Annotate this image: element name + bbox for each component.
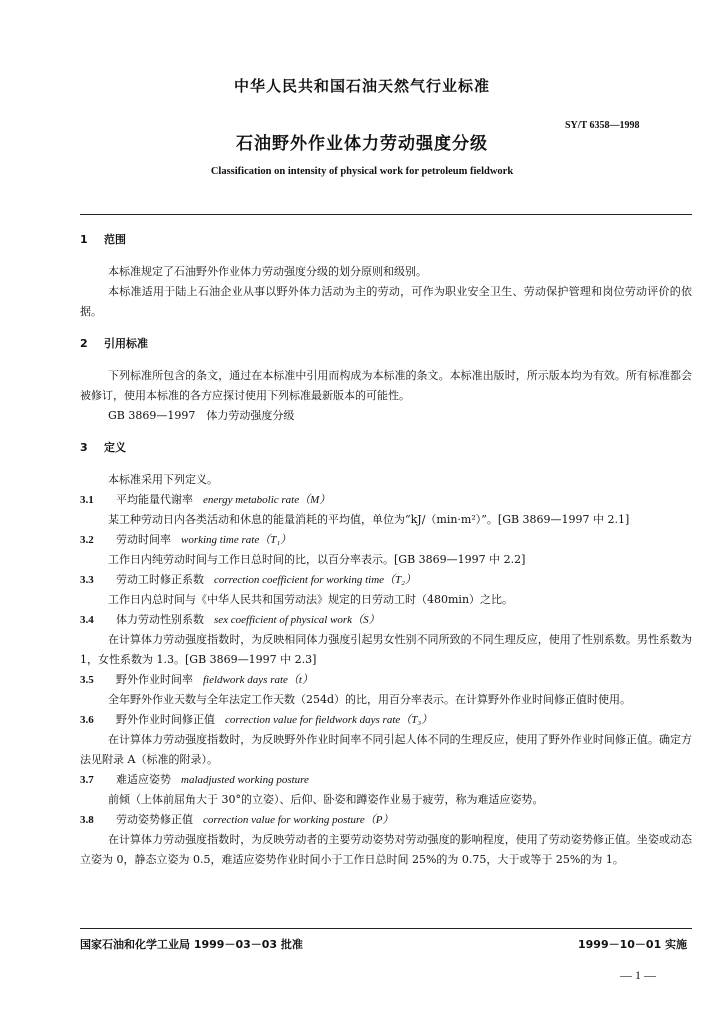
- document-title-en: Classification on intensity of physical work for petroleum fieldwork: [210, 166, 514, 177]
- implementation-date: 1999－10－01 实施: [578, 938, 688, 951]
- document-body: [80, 230, 692, 870]
- definition-term: 3.2 劳动时间率 working time rate（T₁）: [80, 533, 292, 546]
- standard-code: SY/T 6358—1998: [565, 120, 640, 131]
- paragraph: 本标准规定了石油野外作业体力劳动强度分级的划分原则和级别。: [108, 265, 427, 278]
- approval-note: 国家石油和化学工业局 1999－03－03 批准: [80, 938, 303, 951]
- definition-text: 在计算体力劳动强度指数时，为反映相同体力强度引起男女性别不同所致的不同生理反应，使用了性别系数。男性系数为 1，女性系数为 1.3。[GB 3869—1997 中 2.3]: [80, 633, 692, 666]
- paragraph: 本标准适用于陆上石油企业从事以野外体力活动为主的劳动，可作为职业安全卫生、劳动保护管理和岗位劳动评价的依据。: [80, 285, 692, 318]
- definition-term: 3.8 劳动姿势修正值 correction value for working posture（P）: [80, 813, 394, 826]
- definition-text: 在计算体力劳动强度指数时，为反映野外作业时间率不同引起人体不同的生理反应，使用了野外作业时间修正值。确定方法见附录 A（标准的附录）。: [80, 733, 692, 766]
- referenced-standard: GB 3869—1997 体力劳动强度分级: [108, 409, 295, 422]
- definition-term: 3.5 野外作业时间率 fieldwork days rate（t）: [80, 673, 313, 686]
- definition-text: 工作日内纯劳动时间与工作日总时间的比，以百分率表示。[GB 3869—1997 中 2.2]: [108, 553, 526, 566]
- section-heading-2: 2 引用标准: [80, 337, 148, 350]
- paragraph: 本标准采用下列定义。: [108, 473, 218, 486]
- section-heading-3: 3 定义: [80, 441, 126, 454]
- definition-text: 前倾（上体前屈角大于 30°的立姿）、后仰、卧姿和蹲姿作业易于疲劳，称为难适应姿势。: [108, 793, 544, 806]
- header-rule: [80, 214, 692, 215]
- section-heading-1: 1 范围: [80, 233, 126, 246]
- definition-term: 3.3 劳动工时修正系数 correction coefficient for working time（T₂）: [80, 573, 416, 586]
- document-title-cn: 石油野外作业体力劳动强度分级: [236, 134, 488, 154]
- definition-text: 工作日内总时间与《中华人民共和国劳动法》规定的日劳动工时（480min）之比。: [108, 593, 514, 606]
- definition-term: 3.7 难适应姿势 maladjusted working posture: [80, 773, 309, 786]
- page-number: — 1 —: [620, 968, 656, 982]
- definition-term: 3.6 野外作业时间修正值 correction value for fieldwork days rate（T₃）: [80, 713, 433, 726]
- standard-category: 中华人民共和国石油天然气行业标准: [233, 77, 490, 95]
- definition-text: 在计算体力劳动强度指数时，为反映劳动者的主要劳动姿势对劳动强度的影响程度，使用了劳动姿势修正值。坐姿或动态立姿为 0，静态立姿为 0.5，难适应姿势作业时间小于工作日总时间 25%的为 0.75，大于或等于 25%的为 1。: [80, 833, 692, 866]
- definition-term: 3.4 体力劳动性别系数 sex coefficient of physical work（S）: [80, 613, 380, 626]
- paragraph: 下列标准所包含的条文，通过在本标准中引用而构成为本标准的条文。本标准出版时，所示版本均为有效。所有标准都会被修订，使用本标准的各方应探讨使用下列标准最新版本的可能性。: [80, 369, 692, 402]
- definition-term: 3.1 平均能量代谢率 energy metabolic rate（M）: [80, 493, 331, 506]
- footer-rule: [80, 928, 692, 929]
- definition-text: 全年野外作业天数与全年法定工作天数（254d）的比，用百分率表示。在计算野外作业时间修正值时使用。: [108, 693, 632, 706]
- definition-text: 某工种劳动日内各类活动和休息的能量消耗的平均值，单位为“kJ/（min·m²）”。[GB 3869—1997 中 2.1]: [108, 513, 630, 526]
